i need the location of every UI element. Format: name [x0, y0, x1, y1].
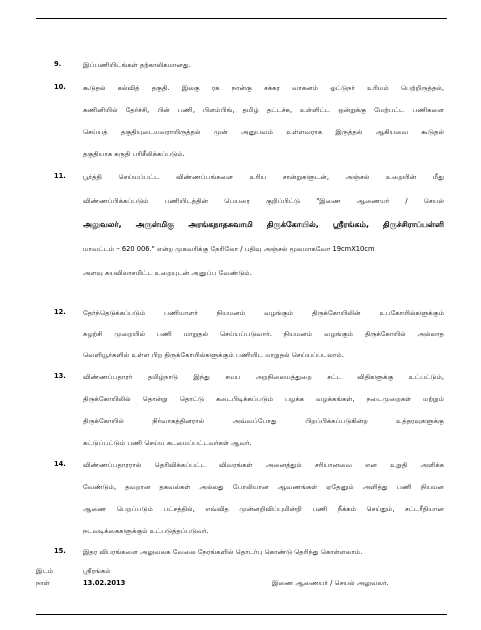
clause-number: 15. [54, 547, 66, 555]
date-label: நாள் [36, 579, 50, 587]
top-rule [36, 18, 447, 19]
clause-text: கட்டுப்பட்டும் பணி செய்ய கடமைப்பட்டவர்கள் ஆவர். [83, 439, 252, 447]
address-text-end: மாவட்டம் – 620 006." என்ற முகவரிக்கு நேரிலோ / பதிவு அஞ்சல் மூலமாகவோ 19cmX10cm [83, 245, 375, 253]
place-label: இடம் [36, 567, 54, 575]
signatory: இணை ஆணையர் / செயல் அலுவலர். [272, 579, 389, 587]
clause-text: ஆணை பெறப்படும் பட்சத்தில், எவ்வித முன்னறிவிப்புமின்றி பணி நீக்கம் செய்தும், சட்டரீதியான [83, 505, 444, 513]
clause-text: தேர்ந்தெடுக்கப்படும் பணியாளர் நியமனம் வழங்கும் திருக்கோயிலின் உபகோயில்களுக்கும் [83, 309, 444, 317]
clause-number: 14. [54, 460, 66, 468]
clause-number: 13. [54, 372, 66, 380]
clause-text: இதர விபரங்களை அலுவலக வேலை நேரங்களில் தொடர்பு கொண்டு தெரிந்து கொள்ளலாம். [83, 548, 363, 556]
clause-text: விண்ணப்பிக்கப்படும் பணியிடத்தின் பெயரை குறிப்பிட்டு "இணை ஆணையர் / செயல் [83, 197, 444, 205]
clause-text: பூர்த்தி செய்யப்பட்ட விண்ணப்பங்களை உரிய சான்றுகளுடன், அஞ்சல் உறையின் மீது [83, 173, 444, 181]
clause-text: சுழற்சி முறையில் பணி மாறுதல் செய்யப்படுவார். நியமனம் வழங்கும் திருக்கோயில் அல்லாத [83, 330, 444, 338]
clause-text: செய்யத் தகுதியுடையவராயிருத்தல் முன் அனுபவம் உள்ளவராக இருத்தல் ஆகியவை கூடுதல் [83, 128, 444, 136]
clause-number: 9. [54, 60, 62, 68]
date-value: 13.02.2013 [83, 579, 126, 587]
clause-number: 10. [54, 83, 66, 91]
clause-text: கணினியில் தேர்ச்சி, பின் பணி, பிளம்பிங், தமிழ் தட்டச்சு, உள்ளிட்ட ஒன்றுக்கு மேற்பட்ட பணிகளை [83, 106, 444, 114]
clause-number: 11. [54, 172, 66, 180]
clause-text: விண்ணப்பதாரரால் தெரிவிக்கப்பட்ட விவரங்கள் அனைத்தும் சரியானவை என உறுதி அளிக்க [83, 461, 444, 469]
clause-text: அளவு சுயவிலாசமிட்ட உறையுடன் அனுப்ப வேண்டும். [83, 269, 252, 277]
clause-text: வெளியூர்களில் உள்ள பிற திருக்கோயில்களுக்கும் பணியிட மாறுதல் செய்யப்படலாம். [83, 351, 344, 359]
clause-text: திருக்கோயில் நிர்வாகத்தினரால் அவ்வப்போது பிறப்பிக்கப்படுகின்ற உத்தரவுகளுக்கு [83, 417, 444, 425]
clause-text: திருக்கோயிலில் தொன்று தொட்டு கடைபிடிக்கப்படும் பழக்க வழக்கங்கள், நடைமுறைகள் மற்றும் [83, 395, 444, 403]
clause-text: நடவடிக்கைகளுக்கும் உட்படுத்தப்படுவர். [83, 527, 209, 535]
clause-text: தகுதியாக கருதி பரிசீலிக்கப்படும். [83, 150, 185, 158]
clause-number: 12. [54, 308, 66, 316]
clause-text: இப்பணியிடங்கள் தற்காலிகமானது. [83, 61, 191, 69]
bottom-rule [36, 614, 447, 615]
clause-text: விண்ணப்பதாரர் தமிழ்நாடு இந்து சமய அறநிலையத்துறை சட்ட விதிகளுக்கு உட்பட்டும், [83, 373, 444, 381]
clause-text: வேண்டும், தவறான தகவல்கள் அல்லது போலியான ஆவணங்கள் ஏதேனும் அளித்து பணி நியமன [83, 483, 444, 491]
address-text: அலுவலர், அருள்மிகு அரங்கநாதசுவாமி திருக்கோயில், ஸ்ரீரங்கம், திருச்சிராப்பள்ளி [83, 220, 444, 229]
clause-text: கூடுதல் கல்வித் தகுதி. இலகு ரக நான்கு சக்கர வாகனம் ஓட்டுநர் உரிமம் பெற்றிருத்தல், [83, 84, 444, 92]
place-value: ஸ்ரீரங்கம் [83, 567, 111, 575]
